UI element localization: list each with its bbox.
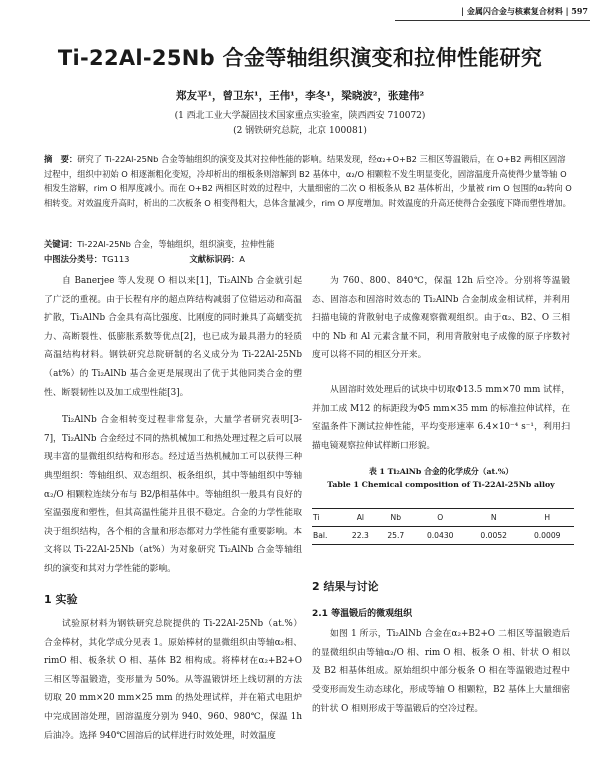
table-caption-en: Table 1 Chemical composition of Ti-22Al-25Nb alloy — [327, 480, 555, 489]
header-rule — [395, 20, 590, 21]
results-section — [312, 578, 570, 718]
table-row — [312, 527, 574, 545]
classification-value: TG113 — [102, 254, 130, 264]
affiliation-2: (2 钢铁研究总院，北京 100081) — [233, 126, 367, 136]
right-column — [312, 272, 570, 455]
table-header-cell: Nb — [378, 509, 413, 527]
keywords-label: 关键词： — [44, 239, 78, 249]
abstract-label: 摘 要： — [44, 154, 78, 164]
table-cell: 25.7 — [378, 527, 413, 545]
abstract — [44, 152, 572, 210]
table-caption-cn: 表 1 Ti₂AlNb 合金的化学成分（at.%） — [368, 467, 514, 476]
author-list: 郑友平¹，曾卫东¹，王伟¹，李冬¹，梁晓波²，张建伟² — [175, 90, 425, 102]
keywords-text: Ti-22Al-25Nb 合金，等轴组织，组织演变，拉伸性能 — [77, 239, 275, 249]
affiliation-1: (1 西北工业大学凝固技术国家重点实验室，陕西西安 710072) — [174, 111, 426, 121]
classification-line — [44, 253, 245, 265]
subsection-2-1-heading: 2.1 等温锻后的微观组织 — [312, 608, 413, 619]
paper-title: Ti-22Al-25Nb 合金等轴组织演变和拉伸性能研究 — [57, 46, 543, 70]
table-header-cell: N — [467, 509, 520, 527]
table-header-cell: O — [413, 509, 466, 527]
right-paragraph-1: 为 760、800、840℃，保温 12h 后空冷。分别将等温锻态、固溶态和固溶时效态的 Ti₂AlNb 合金制成金相试样，并利用扫描电镜的背散射电子成像观察微观组织。由于α₂、B2、O 三相中的 Nb 和 Al 元素含量不同，利用背散射电子成像的原子序数衬度可以将不同的相区分开来。 — [312, 276, 570, 361]
left-column — [44, 272, 302, 745]
abstract-text: 研究了 Ti-22Al-25Nb 合金等轴组织的演变及其对拉伸性能的影响。结果发现，经α₂+O+B2 三相区等温锻后，在 O+B2 两相区固溶过程中，组织中初始 O 相逐渐粗化变短，冷却析出的细板条则溶解到 B2 基体中，α₂/O 相颗粒不发生明显变化，固溶温度升高使得少量等轴 O 相发生溶解，rim O 相厚度减小。而在 O+B2 两相区时效的过程中，大量细密的二次 O 相板条从 B2 基体析出，少量被 rim O 包围的α₂转向 O 相转变。对效温度升高时，析出的二次板条 O 相变得粗大，总体含量减少，rim O 厚度增加。时效温度的升高还使得合金强度下降而塑性增加。 — [44, 154, 572, 208]
section-2-heading: 2 结果与讨论 — [312, 580, 379, 593]
running-header: | 金属闪合金与核素复合材料 | 597 — [461, 6, 588, 16]
table-cell: 0.0009 — [520, 527, 574, 545]
keywords — [44, 238, 275, 250]
experiment-paragraph: 试验原材料为钢铁研究总院提供的 Ti-22Al-25Nb（at.%）合金棒材，其化学成分见表 1。原始棒材的显微组织由等轴α₂相、rimO 相、板条状 O 相、基体 B2 相构成。将棒材在α₂+B2+O 三相区等温锻造，变形量为 50%。从等温锻饼坯上线切割的方法切取 20 mm×20 mm×25 mm 的热处理试样，并在箱式电阻炉中完成固溶处理，固溶温度分别为 940、960、980℃，保温 1h 后油冷。选择 940℃固溶后的试样进行时效处理，时效温度 — [44, 619, 302, 741]
results-paragraph: 如图 1 所示，Ti₂AlNb 合金在α₂+B2+O 二相区等温锻造后的显微组织由等轴α₂/O 相、rim O 相、板条 O 相、针状 O 相以及 B2 相基体组成。原始组织中部分板条 O 相在等温锻造过程中受变形而发生动态球化，形成等轴 O 相颗粒，B2 基体上大量细密的针状 O 相则形成于等温锻后的空冷过程。 — [312, 629, 570, 714]
classification-label: 中图法分类号： — [44, 254, 103, 264]
section-1-heading: 1 实验 — [44, 592, 78, 606]
table-cell: Bal. — [312, 527, 343, 545]
table-header-cell: Al — [343, 509, 378, 527]
table-header-cell: H — [520, 509, 574, 527]
composition-table — [312, 508, 574, 545]
table-header-row — [312, 509, 574, 527]
table-cell: 0.0430 — [413, 527, 466, 545]
table-header-cell: Ti — [312, 509, 343, 527]
table-cell: 0.0052 — [467, 527, 520, 545]
doc-code-label: 文献标识码： — [189, 254, 240, 264]
intro-paragraph-1: 自 Banerjee 等人发现 O 相以来[1]，Ti₂AlNb 合金就引起了广泛的重视。由于长程有序的超点阵结构减弱了位错运动和高温扩散，Ti₂AlNb 合金具有高比强度、比刚度的同时兼具了高蠕变抗力、高断裂性、低膨胀系数等优点[2]，也已成为最具潜力的轻质高温结构材料。钢铁研究总院研制的名义成分为 Ti-22Al-25Nb（at%）的 Ti₂AlNb 基合金更是展现出了优于其他同类合金的塑性、断裂韧性以及加工成型性能[3]。 — [44, 276, 302, 398]
doc-code-value: A — [239, 254, 245, 264]
intro-paragraph-2: Ti₂AlNb 合金相转变过程非常复杂，大量学者研究表明[3-7]，Ti₂AlNb 合金经过不同的热机械加工和热处理过程之后可以展现丰富的显微组织结构和形态。经过适当热机械加工可以获得三种典型组织：等轴组织、双态组织、板条组织，其中等轴组织中等轴α₂/O 相颗粒连续分布与 B2/β相基体中。等轴组织一般具有良好的室温强度和塑性，但其高温性能并且很不稳定。合金的力学性能取决于组织结构，各个相的含量和形态都对力学性能有重要影响。本文将以 Ti-22Al-25Nb（at%）为对象研究 Ti₂AlNb 合金等轴组织的演变和其对力学性能的影响。 — [44, 415, 302, 574]
table-cell: 22.3 — [343, 527, 378, 545]
right-paragraph-2: 从固溶时效处理后的试块中切取Φ13.5 mm×70 mm 试样，并加工成 M12 的标距段为Φ5 mm×35 mm 的标准拉伸试样，在室温条件下测试拉伸性能，平均变形速率 6.4×10⁻⁴ s⁻¹，利用扫描电镜观察拉伸试样断口形貌。 — [312, 384, 570, 451]
